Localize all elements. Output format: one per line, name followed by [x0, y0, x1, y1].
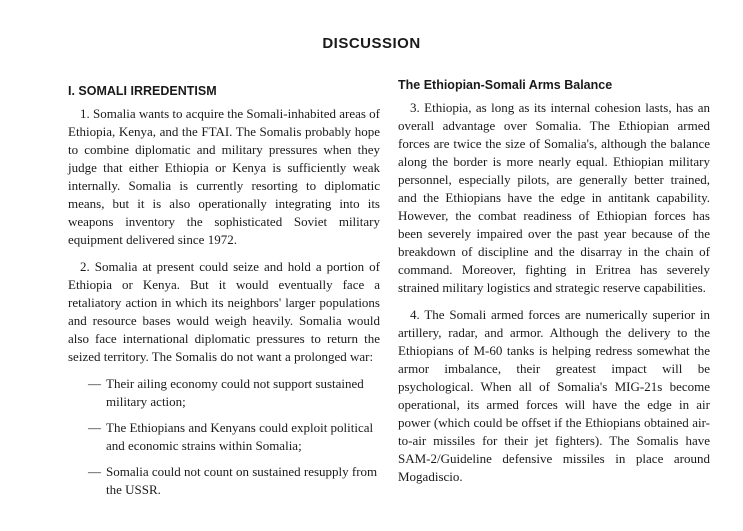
- right-column: [398, 78, 710, 495]
- paragraph-3: 3. Ethiopia, as long as its internal cohesion lasts, has an overall advantage over Somalia. The Ethiopian armed forces are twice the size of Somalia's, although the balance along the border is more nearly equal. Ethiopian military personnel, especially pilots, are generally better trained, and the Ethiopians have the edge in antitank capability. However, the combat readiness of Ethiopian forces has been severely impaired over the past year because of the breakdown of discipline and the disarray in the chain of command. Moreover, fighting in Eritrea has severely strained military logistics and strategic reserve capabilities.: [398, 100, 710, 295]
- list-item: [68, 375, 380, 411]
- paragraph-2: 2. Somalia at present could seize and hold a portion of Ethiopia or Kenya. But it would eventually face a retaliatory action in which its neighbors' larger populations and resource bases would weigh heavily. Somalia would also face international diplomatic pressures to return the seized territory. The Somalis do not want a prolonged war:: [68, 259, 380, 364]
- bullet-dash: —: [88, 376, 101, 391]
- list-item-text: Their ailing economy could not support sustained military action;: [106, 376, 364, 409]
- left-column: [68, 78, 380, 507]
- bullet-dash: —: [88, 464, 101, 479]
- list-item: [68, 419, 380, 455]
- list-item-text: Somalia could not count on sustained resupply from the USSR.: [106, 464, 378, 497]
- paragraph-4: 4. The Somali armed forces are numerically superior in artillery, radar, and armor. Although the delivery to the Ethiopians of M-60 tanks is helping redress somewhat the armor imbalance, their greatest impact will be psychological. When all of Somalia's MIG-21s become operational, its armed forces will have the edge in air power (which could be offset if the Ethiopians obtained air-to-air missiles for their jet fighters). The Somalis have SAM-2/Guideline defensive missiles in place around Mogadiscio.: [398, 307, 710, 484]
- paragraph-1: 1. Somalia wants to acquire the Somali-inhabited areas of Ethiopia, Kenya, and the FTAI. The Somalis probably hope to combine diplomatic and military pressures when they judge that either Ethiopia or Kenya is sufficiently weak internally. Somalia is currently resorting to diplomatic means, but it is also operationally integrating into its weapons inventory the sophisticated Soviet military equipment delivered since 1972.: [68, 106, 380, 247]
- section-heading-arms-balance: The Ethiopian-Somali Arms Balance: [398, 78, 613, 92]
- page-title: DISCUSSION: [322, 35, 421, 52]
- section-heading-somali-irredentism: I. SOMALI IRREDENTISM: [68, 84, 217, 98]
- bullet-dash: —: [88, 420, 101, 435]
- reasons-list: [68, 375, 380, 499]
- list-item: [68, 463, 380, 499]
- list-item-text: The Ethiopians and Kenyans could exploit political and economic strains within Somalia;: [106, 420, 374, 453]
